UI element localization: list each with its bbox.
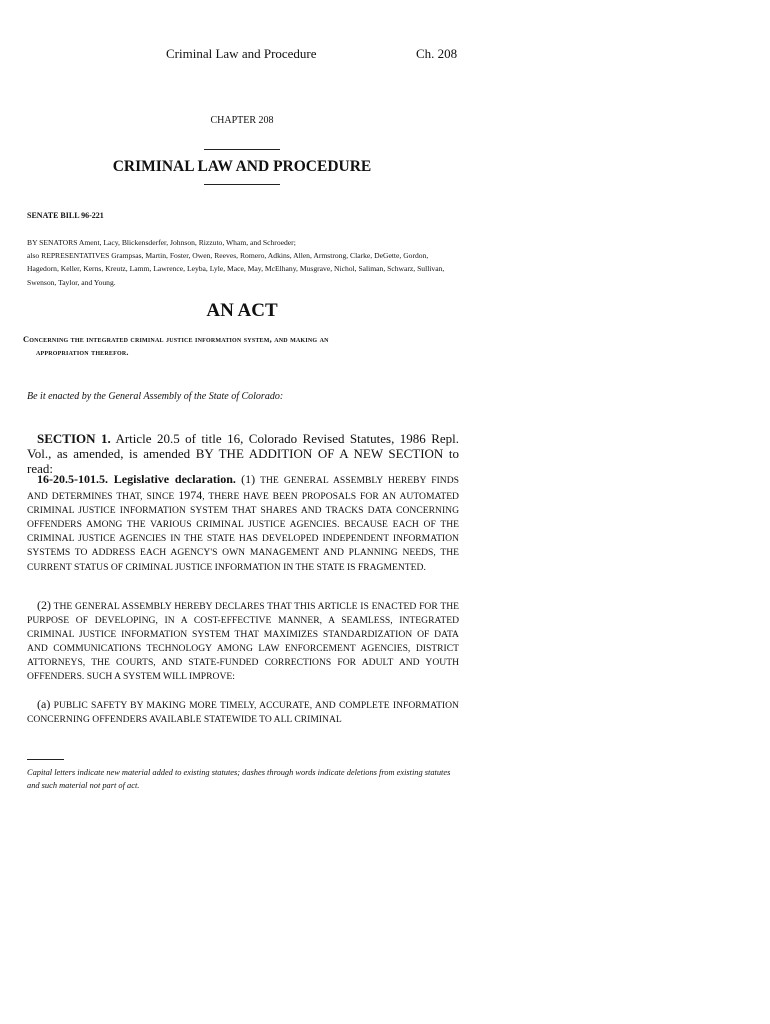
para-2-text: THE GENERAL ASSEMBLY HEREBY DECLARES THAT THIS ARTICLE IS ENACTED FOR THE PURPOSE OF DEVELOPING, IN A COST-EFFECTIVE MANNER, A SEAMLESS, INTEGRATED CRIMINAL JUSTICE INFORMATION SYSTEM THAT MAXIMIZES STANDARDIZATION OF DATA AND COMMUNICATIONS TECHNOLOGY AMONG LAW ENFORCEMENT AGENCIES, DISTRICT ATTORNEYS, THE COURTS, AND STATE-FUNDED CORRECTIONS FOR ADULT AND YOUTH OFFENDERS. SUCH A SYSTEM WILL IMPROVE: bbox=[27, 601, 459, 683]
section-1 bbox=[27, 431, 459, 476]
concerning-line-2: appropriation therefor. bbox=[36, 348, 129, 357]
senators-line: BY SENATORS Ament, Lacy, Blickensderfer, Johnson, Rizzuto, Wham, and Schroeder; bbox=[27, 238, 296, 247]
para-1-text-b: , THERE HAVE BEEN PROPOSALS FOR AN AUTOMATED CRIMINAL JUSTICE INFORMATION SYSTEM THAT SHARES AND TRACKS DATA CONCERNING OFFENDERS AMONG THE VARIOUS CRIMINAL JUSTICE AGENCIES. BECAUSE EACH OF THE CRIMINAL JUSTICE AGENCIES IN THE STATE HAS DEVELOPED INDEPENDENT INFORMATION SYSTEMS TO ADDRESS EACH AGENCY'S OWN MANAGEMENT AND PLANNING NEEDS, THE CURRENT STATUS OF CRIMINAL JUSTICE INFORMATION IN THE STATE IS FRAGMENTED. bbox=[27, 491, 459, 573]
enacting-clause: Be it enacted by the General Assembly of the State of Colorado: bbox=[27, 391, 284, 402]
running-title: Criminal Law and Procedure bbox=[166, 46, 317, 61]
footnote-rule bbox=[27, 759, 64, 760]
paragraph-letter-a: (a) bbox=[37, 697, 51, 711]
page-title: CRIMINAL LAW AND PROCEDURE bbox=[112, 158, 372, 175]
footnote: Capital letters indicate new material added to existing statutes; dashes through words indicate deletions from existing statutes and such material not part of act. bbox=[27, 768, 451, 790]
bill-number: SENATE BILL 96-221 bbox=[27, 211, 104, 220]
concerning-clause bbox=[23, 333, 459, 359]
para-1-text-a: THE GENERAL ASSEMBLY HEREBY FINDS AND DETERMINES THAT, SINCE bbox=[27, 475, 459, 503]
chapter-label: CHAPTER 208 bbox=[210, 115, 274, 126]
concerning-line-1: Concerning the integrated criminal justice information system, and making an bbox=[23, 335, 329, 344]
legislative-declaration-para-2 bbox=[27, 598, 459, 685]
subsection-number-1: (1) bbox=[241, 472, 256, 486]
para-1-year: 1974 bbox=[178, 488, 203, 503]
subsection-number-2: (2) bbox=[37, 598, 51, 612]
section-heading: 16-20.5-101.5. Legislative declaration. bbox=[37, 472, 236, 486]
section-1-lead: SECTION 1. bbox=[37, 431, 111, 446]
chapter-reference: Ch. 208 bbox=[416, 46, 458, 61]
representatives-line: also REPRESENTATIVES Grampsas, Martin, Foster, Owen, Reeves, Romero, Adkins, Allen, Armstrong, Clarke, DeGette, Gordon, Hagedorn, Keller, Kerns, Kreutz, Lamm, Lawrence, Leyba, Lyle, Mace, May, McElhany, Musgrave, Nichol, Saliman, Schwarz, Sullivan, Swenson, Taylor, and Young. bbox=[27, 251, 445, 287]
title-rule-bottom bbox=[204, 184, 280, 185]
legislative-declaration-para-1 bbox=[27, 472, 459, 575]
legislative-declaration-para-a bbox=[27, 697, 459, 727]
act-heading: AN ACT bbox=[206, 300, 278, 321]
sponsors-block bbox=[27, 236, 459, 289]
section-1-text: Article 20.5 of title 16, Colorado Revised Statutes, 1986 Repl. Vol., as amended, is amended BY THE ADDITION OF A NEW SECTION to read: bbox=[27, 431, 459, 476]
para-a-text: PUBLIC SAFETY BY MAKING MORE TIMELY, ACCURATE, AND COMPLETE INFORMATION CONCERNING OFFENDERS AVAILABLE STATEWIDE TO ALL CRIMINAL bbox=[27, 700, 459, 726]
title-rule-top bbox=[204, 149, 280, 150]
